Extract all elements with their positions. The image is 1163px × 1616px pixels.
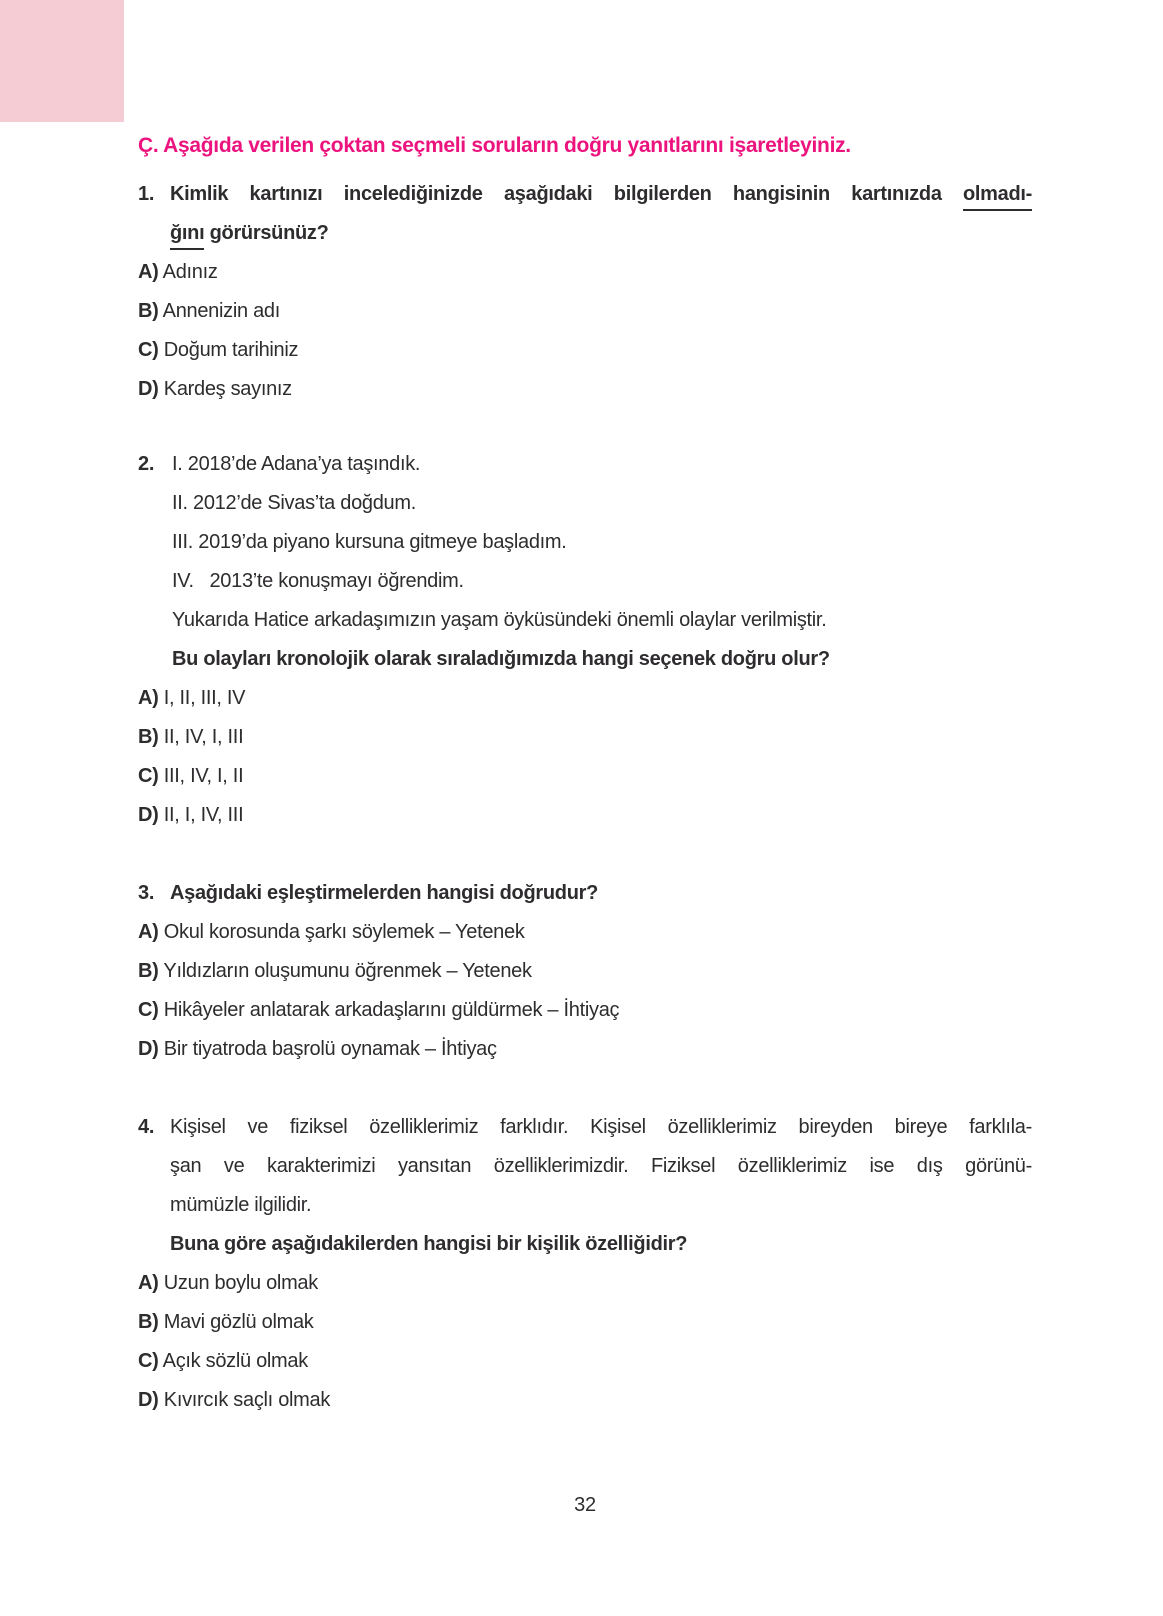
option-row — [138, 991, 1032, 1030]
option-text: Adınız — [162, 261, 218, 283]
option-text: Annenizin adı — [162, 300, 280, 322]
option-label: C) — [138, 339, 159, 361]
section-instruction: Ç. Aşağıda verilen çoktan seçmeli soruların doğru yanıtlarını işaretleyiniz. — [138, 134, 851, 157]
option-row — [138, 370, 1032, 409]
question-4-stem — [138, 1108, 1032, 1264]
question-1-stem-line-1: Kimlik kartınızı incelediğinizde aşağıdaki bilgilerden hangisinin kartınızda olmadı- — [170, 175, 1032, 214]
option-label: A) — [138, 1272, 159, 1294]
question-4 — [138, 1108, 1032, 1420]
option-text: Kıvırcık saçlı olmak — [163, 1389, 331, 1411]
question-2-item-1: I. 2018’de Adana’ya taşındık. — [172, 453, 421, 475]
question-1-number: 1. — [138, 183, 155, 205]
question-2-prompt: Bu olayları kronolojik olarak sıraladığımızda hangi seçenek doğru olur? — [172, 648, 830, 670]
question-1-options — [138, 253, 1032, 409]
underlined-word: ğını — [170, 222, 204, 250]
option-row — [138, 1342, 1032, 1381]
option-row — [138, 1030, 1032, 1069]
corner-accent-block — [0, 0, 124, 122]
option-text: Uzun boylu olmak — [163, 1272, 318, 1294]
question-4-prompt: Buna göre aşağıdakilerden hangisi bir kişilik özelliğidir? — [170, 1233, 688, 1255]
question-4-body-line-1: Kişisel ve fiziksel özelliklerimiz farklıdır. Kişisel özelliklerimiz bireyden bireye farklıla- — [170, 1116, 1032, 1138]
option-text: Yıldızların oluşumunu öğrenmek – Yetenek — [163, 960, 532, 982]
option-text: Bir tiyatroda başrolü oynamak – İhtiyaç — [163, 1038, 497, 1060]
option-label: B) — [138, 726, 159, 748]
option-row — [138, 796, 1032, 835]
option-text: III, IV, I, II — [163, 765, 244, 787]
option-text: II, I, IV, III — [163, 804, 244, 826]
option-label: A) — [138, 687, 159, 709]
option-row — [138, 718, 1032, 757]
question-2-item-4: IV. 2013’te konuşmayı öğrendim. — [172, 570, 464, 592]
option-label: D) — [138, 378, 159, 400]
option-text: Hikâyeler anlatarak arkadaşlarını güldürmek – İhtiyaç — [163, 999, 620, 1021]
option-text: Mavi gözlü olmak — [163, 1311, 314, 1333]
question-3-options — [138, 913, 1032, 1069]
option-row — [138, 679, 1032, 718]
option-text: II, IV, I, III — [163, 726, 244, 748]
option-row — [138, 1264, 1032, 1303]
underlined-word: olmadı- — [963, 183, 1032, 211]
question-3-prompt: Aşağıdaki eşleştirmelerden hangisi doğrudur? — [170, 882, 599, 904]
question-3-stem — [138, 874, 1032, 913]
option-label: A) — [138, 261, 159, 283]
question-2-item-2: II. 2012’de Sivas’ta doğdum. — [172, 492, 416, 514]
option-row — [138, 913, 1032, 952]
option-label: C) — [138, 999, 159, 1021]
question-4-body-line-2: şan ve karakterimizi yansıtan özelliklerimizdir. Fiziksel özelliklerimiz ise dış görünü- — [170, 1155, 1032, 1177]
page-number: 32 — [574, 1494, 596, 1516]
option-row — [138, 757, 1032, 796]
question-1-stem — [138, 175, 1032, 253]
option-label: D) — [138, 1038, 159, 1060]
question-4-number: 4. — [138, 1116, 155, 1138]
question-3 — [138, 874, 1032, 1069]
option-row — [138, 253, 1032, 292]
option-label: D) — [138, 804, 159, 826]
page-content — [138, 0, 1032, 1525]
option-text: Doğum tarihiniz — [163, 339, 299, 361]
question-4-options — [138, 1264, 1032, 1420]
option-label: B) — [138, 1311, 159, 1333]
question-2-options — [138, 679, 1032, 835]
option-label: B) — [138, 300, 159, 322]
option-text: I, II, III, IV — [163, 687, 246, 709]
page-footer — [138, 1486, 1032, 1525]
option-text: Kardeş sayınız — [163, 378, 292, 400]
option-text: Okul korosunda şarkı söylemek – Yetenek — [163, 921, 525, 943]
question-4-body-line-3: mümüzle ilgilidir. — [170, 1194, 312, 1216]
option-row — [138, 1303, 1032, 1342]
option-row — [138, 292, 1032, 331]
question-2-stem — [138, 445, 1032, 679]
question-1-stem-line-2: ğını görürsünüz? — [170, 214, 1032, 253]
question-2-note: Yukarıda Hatice arkadaşımızın yaşam öyküsündeki önemli olaylar verilmiştir. — [172, 609, 827, 631]
question-2 — [138, 445, 1032, 835]
question-3-number: 3. — [138, 882, 155, 904]
option-row — [138, 952, 1032, 991]
option-label: B) — [138, 960, 159, 982]
option-label: C) — [138, 765, 159, 787]
question-1 — [138, 175, 1032, 409]
option-label: A) — [138, 921, 159, 943]
option-row — [138, 1381, 1032, 1420]
option-label: C) — [138, 1350, 159, 1372]
option-text: Açık sözlü olmak — [162, 1350, 308, 1372]
question-2-item-3: III. 2019’da piyano kursuna gitmeye başladım. — [172, 531, 567, 553]
option-row — [138, 331, 1032, 370]
question-2-number: 2. — [138, 453, 155, 475]
option-label: D) — [138, 1389, 159, 1411]
